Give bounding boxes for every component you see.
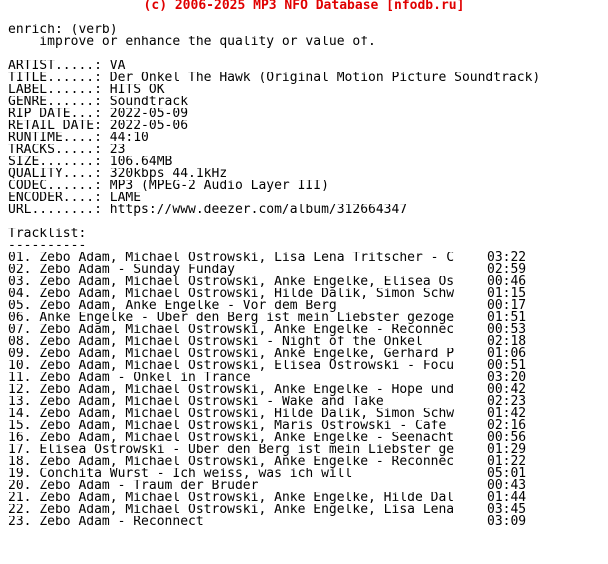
track-number: 19. xyxy=(8,468,32,480)
track-number: 07. xyxy=(8,324,32,336)
track-number: 11. xyxy=(8,372,32,384)
track-number: 03. xyxy=(8,276,32,288)
track-title xyxy=(8,396,466,408)
info-row-url xyxy=(8,204,604,216)
track-name: Zebo Adam - Traum der Bruder xyxy=(39,480,259,492)
track-number: 04. xyxy=(8,288,32,300)
track-name: Zebo Adam - Reconnect xyxy=(39,516,204,528)
info-key: TRACKS.....: xyxy=(8,144,102,156)
info-value: LAME xyxy=(109,192,142,204)
track-length: 01:06 xyxy=(487,346,527,361)
info-row-runtime xyxy=(8,132,604,144)
info-value: HITS OK xyxy=(109,84,165,96)
track-number: 05. xyxy=(8,300,32,312)
info-key: QUALITY....: xyxy=(8,168,102,180)
info-row-quality xyxy=(8,168,604,180)
track-length: 03:45 xyxy=(487,502,527,517)
track-row xyxy=(8,516,604,528)
track-length: 01:15 xyxy=(487,286,527,301)
track-length: 00:51 xyxy=(487,358,527,373)
track-title xyxy=(8,360,466,372)
track-number: 13. xyxy=(8,396,32,408)
track-length: 02:16 xyxy=(487,418,527,433)
track-title xyxy=(8,324,466,336)
track-length: 02:18 xyxy=(487,334,527,349)
info-value: Soundtrack xyxy=(109,96,189,108)
track-name: Zebo Adam, Michael Ostrowski, Anke Engelke, Elisea Os xyxy=(39,276,455,288)
info-value: MP3 (MPEG-2 Audio Layer III) xyxy=(109,180,329,192)
info-row-genre xyxy=(8,96,604,108)
track-title xyxy=(8,288,466,300)
track-number: 22. xyxy=(8,504,32,516)
track-length: 02:59 xyxy=(487,262,527,277)
track-title xyxy=(8,336,466,348)
track-title xyxy=(8,480,466,492)
track-name: Zebo Adam, Michael Ostrowski, Anke Engelke, Gerhard P xyxy=(39,348,455,360)
track-name: Conchita Wurst - Ich weiss, was ich will xyxy=(39,468,353,480)
track-number: 01. xyxy=(8,252,32,264)
track-name: Elisea Ostrowski - Uber den Berg ist mein Liebster ge xyxy=(39,444,455,456)
track-title xyxy=(8,408,466,420)
info-value: 106.64MB xyxy=(109,156,173,168)
info-value: 23 xyxy=(109,144,126,156)
track-number: 12. xyxy=(8,384,32,396)
info-row-rip-date xyxy=(8,108,604,120)
info-value: 2022-05-06 xyxy=(109,120,189,132)
track-number: 10. xyxy=(8,360,32,372)
info-row-size xyxy=(8,156,604,168)
info-value: 44:10 xyxy=(109,132,149,144)
track-number: 18. xyxy=(8,456,32,468)
track-name: Zebo Adam, Michael Ostrowski - Wake and Take xyxy=(39,396,384,408)
info-key: CODEC......: xyxy=(8,180,102,192)
track-name: Zebo Adam, Michael Ostrowski - Night of the Onkel xyxy=(39,336,423,348)
track-name: Anke Engelke - Uber den Berg ist mein Liebster gezoge xyxy=(39,312,455,324)
track-title xyxy=(8,444,466,456)
track-title xyxy=(8,312,466,324)
track-title xyxy=(8,516,466,528)
track-title xyxy=(8,492,466,504)
info-key: ARTIST.....: xyxy=(8,60,102,72)
info-value: VA xyxy=(109,60,126,72)
info-row-label xyxy=(8,84,604,96)
track-name: Zebo Adam - Onkel in Trance xyxy=(39,372,251,384)
track-name: Zebo Adam, Michael Ostrowski, Anke Engelke - Seenacht xyxy=(39,432,455,444)
track-number: 14. xyxy=(8,408,32,420)
tracklist xyxy=(8,252,604,528)
track-length: 01:29 xyxy=(487,442,527,457)
definition-word: enrich: (verb) xyxy=(8,24,118,36)
track-name: Zebo Adam, Michael Ostrowski, Anke Engelke, Hilde Dal xyxy=(39,492,455,504)
info-key: ENCODER....: xyxy=(8,192,102,204)
track-title xyxy=(8,420,466,432)
info-value: 320kbps 44.1kHz xyxy=(109,168,228,180)
info-url[interactable]: https://www.deezer.com/album/312664347 xyxy=(109,204,408,216)
track-number: 16. xyxy=(8,432,32,444)
info-key: RIP DATE...: xyxy=(8,108,102,120)
release-info xyxy=(8,60,604,216)
info-row-tracks xyxy=(8,144,604,156)
track-length: 00:43 xyxy=(487,478,527,493)
track-name: Zebo Adam, Michael Ostrowski, Hilde Dalik, Simon Schw xyxy=(39,288,455,300)
track-title xyxy=(8,468,466,480)
track-name: Zebo Adam, Michael Ostrowski, Anke Engelke, Lisa Lena xyxy=(39,504,455,516)
track-length: 00:56 xyxy=(487,430,527,445)
info-key: GENRE......: xyxy=(8,96,102,108)
track-number: 21. xyxy=(8,492,32,504)
info-key: URL........: xyxy=(8,204,102,216)
track-name: Zebo Adam, Michael Ostrowski, Lisa Lena Tritscher - C xyxy=(39,252,455,264)
track-length: 03:22 xyxy=(487,250,527,265)
track-length: 03:20 xyxy=(487,370,527,385)
track-length: 03:09 xyxy=(487,514,527,529)
track-length: 00:46 xyxy=(487,274,527,289)
track-length: 01:22 xyxy=(487,454,527,469)
track-name: Zebo Adam, Michael Ostrowski, Anke Engelke - Reconnec xyxy=(39,456,455,468)
track-number: 02. xyxy=(8,264,32,276)
track-length: 00:53 xyxy=(487,322,527,337)
track-length: 01:44 xyxy=(487,490,527,505)
track-title xyxy=(8,300,466,312)
info-value: 2022-05-09 xyxy=(109,108,189,120)
track-length: 00:17 xyxy=(487,298,527,313)
track-name: Zebo Adam, Michael Ostrowski, Anke Engelke - Reconnec xyxy=(39,324,455,336)
info-key: RUNTIME....: xyxy=(8,132,102,144)
track-length: 01:42 xyxy=(487,406,527,421)
track-title xyxy=(8,276,466,288)
track-name: Zebo Adam, Anke Engelke - Vor dem Berg xyxy=(39,300,337,312)
tracklist-heading: Tracklist: xyxy=(8,228,87,240)
info-key: TITLE......: xyxy=(8,72,102,84)
track-title xyxy=(8,384,466,396)
track-title xyxy=(8,252,466,264)
track-number: 08. xyxy=(8,336,32,348)
track-number: 09. xyxy=(8,348,32,360)
track-length: 01:51 xyxy=(487,310,527,325)
track-title xyxy=(8,372,466,384)
track-number: 17. xyxy=(8,444,32,456)
track-name: Zebo Adam, Michael Ostrowski, Elisea Ostrowski - Focu xyxy=(39,360,455,372)
info-row-retail-date xyxy=(8,120,604,132)
track-name: Zebo Adam, Michael Ostrowski, Anke Engelke - Hope und xyxy=(39,384,455,396)
track-name: Zebo Adam, Michael Ostrowski, Hilde Dalik, Simon Schw xyxy=(39,408,455,420)
definition-text: improve or enhance the quality or value of. xyxy=(8,36,376,48)
info-key: RETAIL DATE: xyxy=(8,120,102,132)
track-length: 00:42 xyxy=(487,382,527,397)
info-key: LABEL......: xyxy=(8,84,102,96)
track-number: 15. xyxy=(8,420,32,432)
nfo-content xyxy=(8,24,604,528)
track-title xyxy=(8,264,466,276)
track-length: 02:23 xyxy=(487,394,527,409)
info-row-artist xyxy=(8,60,604,72)
track-title xyxy=(8,432,466,444)
info-row-title xyxy=(8,72,604,84)
track-name: Zebo Adam - Sunday Funday xyxy=(39,264,235,276)
track-number: 20. xyxy=(8,480,32,492)
copyright-banner: (c) 2006-2025 MP3 NFO Database [nfodb.ru] xyxy=(143,0,465,13)
track-title xyxy=(8,456,466,468)
track-number: 23. xyxy=(8,516,32,528)
info-row-encoder xyxy=(8,192,604,204)
track-title xyxy=(8,348,466,360)
track-name: Zebo Adam, Michael Ostrowski, Maris Ostrowski - Cafe xyxy=(39,420,447,432)
info-value: Der Onkel The Hawk (Original Motion Picture Soundtrack) xyxy=(109,72,541,84)
track-length: 05:01 xyxy=(487,466,527,481)
track-title xyxy=(8,504,466,516)
track-number: 06. xyxy=(8,312,32,324)
tracklist-underline: ---------- xyxy=(8,240,87,252)
info-row-codec xyxy=(8,180,604,192)
info-key: SIZE.......: xyxy=(8,156,102,168)
